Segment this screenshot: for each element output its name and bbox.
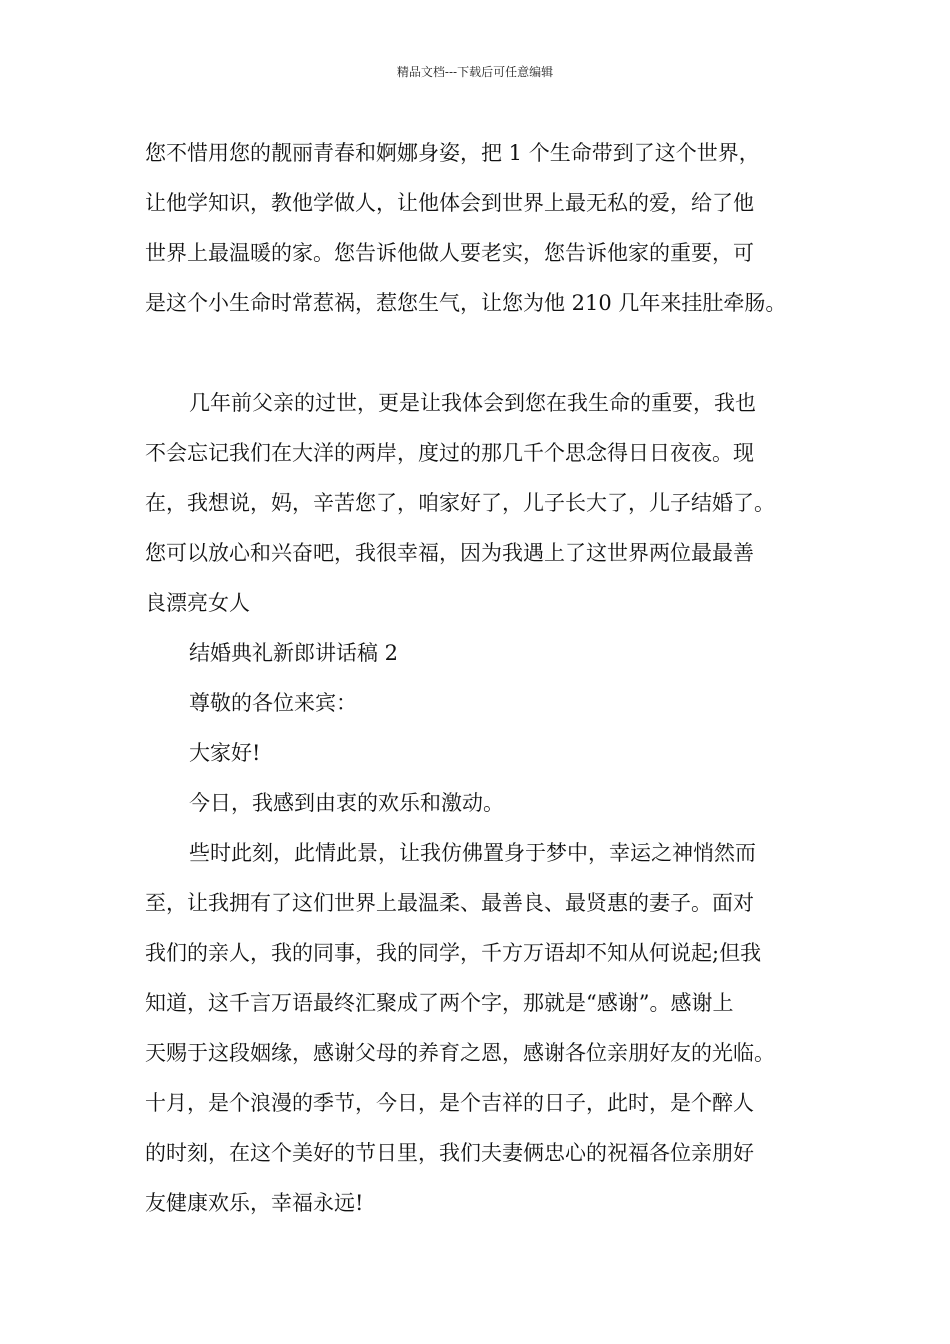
text-line: 在，我想说，妈，辛苦您了，咱家好了，儿子长大了，儿子结婚了。 — [145, 491, 775, 515]
paragraph-opening — [145, 778, 825, 828]
text-line: 十月，是个浪漫的季节，今日，是个吉祥的日子，此时，是个醉人 — [145, 1091, 754, 1115]
text-line: 些时此刻，此情此景，让我仿佛置身于梦中，幸运之神悄然而 — [189, 841, 756, 865]
text-line: 几年前父亲的过世，更是让我体会到您在我生命的重要，我也 — [189, 391, 756, 415]
text-line: 结婚典礼新郎讲话稿 2 — [189, 641, 399, 665]
text-line: 您不惜用您的靓丽青春和婀娜身姿，把 1 个生命带到了这个世界， — [145, 141, 760, 165]
text-line: 至，让我拥有了这们世界上最温柔、最善良、最贤惠的妻子。面对 — [145, 891, 754, 915]
text-line: 友健康欢乐，幸福永远! — [145, 1191, 364, 1215]
document-body — [145, 128, 825, 1228]
text-line: 天赐于这段姻缘，感谢父母的养育之恩，感谢各位亲朋好友的光临。 — [145, 1041, 775, 1065]
text-line: 尊敬的各位来宾： — [189, 691, 357, 715]
section-title — [145, 628, 825, 678]
paragraph-main — [145, 828, 825, 1228]
paragraph-spacer — [145, 328, 825, 378]
text-line: 我们的亲人，我的同事，我的同学，千方万语却不知从何说起;但我 — [145, 941, 762, 965]
text-line: 让他学知识，教他学做人，让他体会到世界上最无私的爱，给了他 — [145, 191, 754, 215]
text-line: 是这个小生命时常惹祸，惹您生气，让您为他 210 几年来挂肚牵肠。 — [145, 291, 787, 315]
text-line: 大家好! — [189, 741, 261, 765]
text-line: 不会忘记我们在大洋的两岸，度过的那几千个思念得日日夜夜。现 — [145, 441, 754, 465]
salutation — [145, 678, 825, 728]
paragraph-2 — [145, 378, 825, 628]
text-line: 良漂亮女人 — [145, 591, 250, 615]
paragraph-1 — [145, 128, 825, 328]
page-header: 精品文档---下载后可任意编辑 — [396, 65, 554, 79]
text-line: 知道，这千言万语最终汇聚成了两个字，那就是“感谢”。感谢上 — [145, 991, 734, 1015]
text-line: 世界上最温暖的家。您告诉他做人要老实，您告诉他家的重要，可 — [145, 241, 754, 265]
text-line: 今日，我感到由衷的欢乐和激动。 — [189, 791, 504, 815]
text-line: 您可以放心和兴奋吧，我很幸福，因为我遇上了这世界两位最最善 — [145, 541, 754, 565]
text-line: 的时刻，在这个美好的节日里，我们夫妻俩忠心的祝福各位亲朋好 — [145, 1141, 754, 1165]
greeting — [145, 728, 825, 778]
